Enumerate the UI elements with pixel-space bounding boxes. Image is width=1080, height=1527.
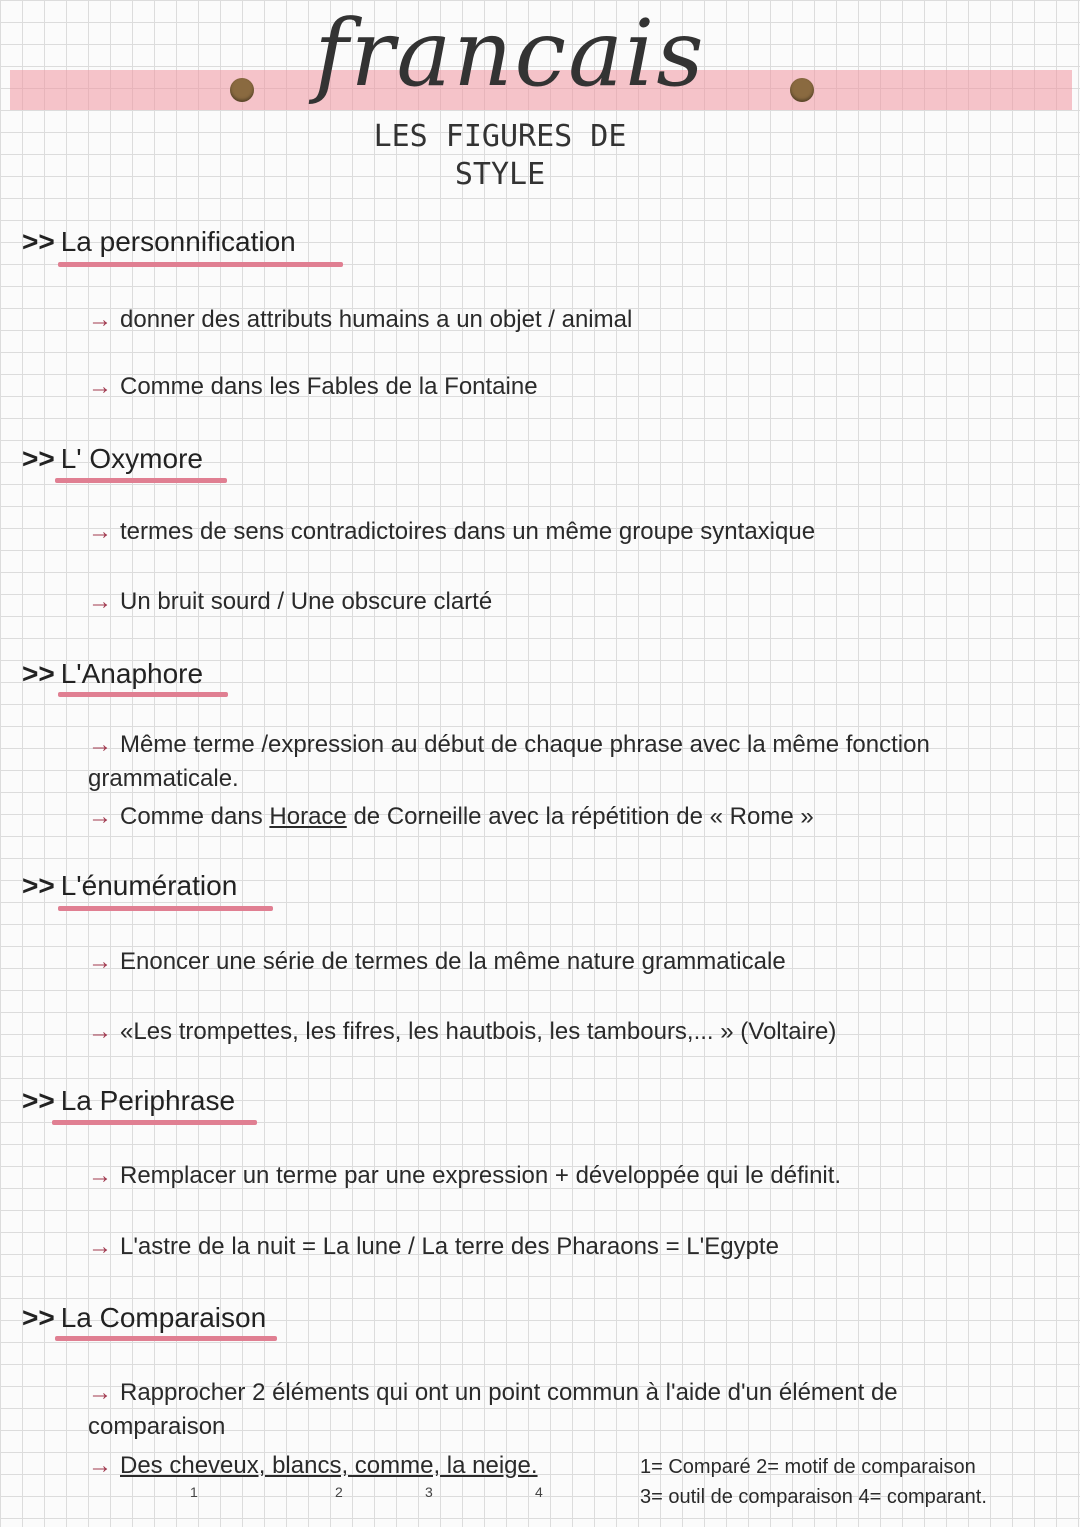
subtitle-line-1: LES FIGURES DE xyxy=(373,119,627,154)
binder-hole-left xyxy=(230,78,254,102)
section-heading-anaphore xyxy=(22,658,203,690)
note-line xyxy=(88,1018,1040,1046)
heading-underline xyxy=(55,1336,277,1341)
chevron-icon: >> xyxy=(22,226,55,257)
arrow-icon: → xyxy=(88,373,112,400)
heading-underline xyxy=(55,478,227,483)
note-text: Comme dans xyxy=(120,803,263,830)
arrow-icon: → xyxy=(88,518,112,545)
note-line xyxy=(88,588,1040,616)
subtitle-line-2: STYLE xyxy=(454,157,546,192)
note-line xyxy=(88,518,1040,546)
heading-text: L'Anaphore xyxy=(60,658,204,689)
section-heading-periphrase xyxy=(22,1085,235,1117)
arrow-icon: → xyxy=(88,803,112,830)
section-heading-oxymore xyxy=(22,443,203,475)
note-text: Enoncer une série de termes de la même nature grammaticale xyxy=(120,948,786,975)
note-text: de Corneille avec la répétition de « Rome » xyxy=(353,803,814,830)
heading-text: La Comparaison xyxy=(60,1302,267,1333)
example-text: Des cheveux, blancs, comme, la neige. xyxy=(120,1452,538,1479)
note-text: L'astre de la nuit = La lune / La terre des Pharaons = L'Egypte xyxy=(120,1233,779,1260)
arrow-icon: → xyxy=(88,1162,112,1189)
note-text: Comme dans les Fables de la Fontaine xyxy=(120,373,538,400)
arrow-icon: → xyxy=(88,1452,112,1479)
binder-hole-right xyxy=(790,78,814,102)
note-text: «Les trompettes, les fifres, les hautbois, les tambours,... » (Voltaire) xyxy=(120,1018,837,1045)
element-number: 2 xyxy=(335,1484,343,1500)
arrow-icon: → xyxy=(88,306,112,333)
section-heading-personnification xyxy=(22,226,296,258)
note-line xyxy=(88,1233,1040,1261)
legend-line: 1= Comparé 2= motif de comparaison xyxy=(640,1456,976,1478)
chevron-icon: >> xyxy=(22,658,55,689)
chevron-icon: >> xyxy=(22,443,55,474)
heading-text: L' Oxymore xyxy=(60,443,203,474)
section-heading-enumeration xyxy=(22,870,237,902)
section-heading-comparaison xyxy=(22,1302,266,1334)
heading-underline xyxy=(52,1120,257,1125)
chevron-icon: >> xyxy=(22,1085,55,1116)
page-title: francais xyxy=(314,0,706,107)
note-line xyxy=(88,1452,608,1480)
work-title: Horace xyxy=(269,803,347,830)
note-line xyxy=(88,1162,1040,1190)
arrow-icon: → xyxy=(88,1233,112,1260)
element-number: 3 xyxy=(425,1484,433,1500)
heading-underline xyxy=(58,692,228,697)
note-text: Remplacer un terme par une expression + développée qui le définit. xyxy=(120,1162,842,1189)
arrow-icon: → xyxy=(88,1018,112,1045)
element-number: 1 xyxy=(190,1484,198,1500)
note-text: termes de sens contradictoires dans un même groupe syntaxique xyxy=(120,518,816,545)
note-text: Un bruit sourd / Une obscure clarté xyxy=(120,588,493,615)
note-text: Rapprocher 2 éléments qui ont un point commun à l'aide d'un élément de comparaison xyxy=(88,1379,898,1440)
heading-underline xyxy=(58,906,273,911)
arrow-icon: → xyxy=(88,948,112,975)
element-number: 4 xyxy=(535,1484,543,1500)
arrow-icon: → xyxy=(88,731,112,758)
note-line xyxy=(88,948,1040,976)
arrow-icon: → xyxy=(88,588,112,615)
note-line xyxy=(88,728,1018,796)
note-line xyxy=(88,803,1040,831)
note-text: Même terme /expression au début de chaque phrase avec la même fonction grammaticale. xyxy=(88,731,930,792)
note-line xyxy=(88,373,1040,401)
chevron-icon: >> xyxy=(22,870,55,901)
page-subtitle xyxy=(330,118,670,194)
note-line xyxy=(88,1376,1018,1444)
heading-text: La Periphrase xyxy=(60,1085,236,1116)
note-text: donner des attributs humains a un objet / animal xyxy=(120,306,633,333)
arrow-icon: → xyxy=(88,1379,112,1406)
legend-line: 3= outil de comparaison 4= comparant. xyxy=(640,1486,987,1508)
heading-text: L'énumération xyxy=(60,870,238,901)
note-line xyxy=(88,306,1040,334)
heading-underline xyxy=(58,262,343,267)
chevron-icon: >> xyxy=(22,1302,55,1333)
heading-text: La personnification xyxy=(60,226,296,257)
